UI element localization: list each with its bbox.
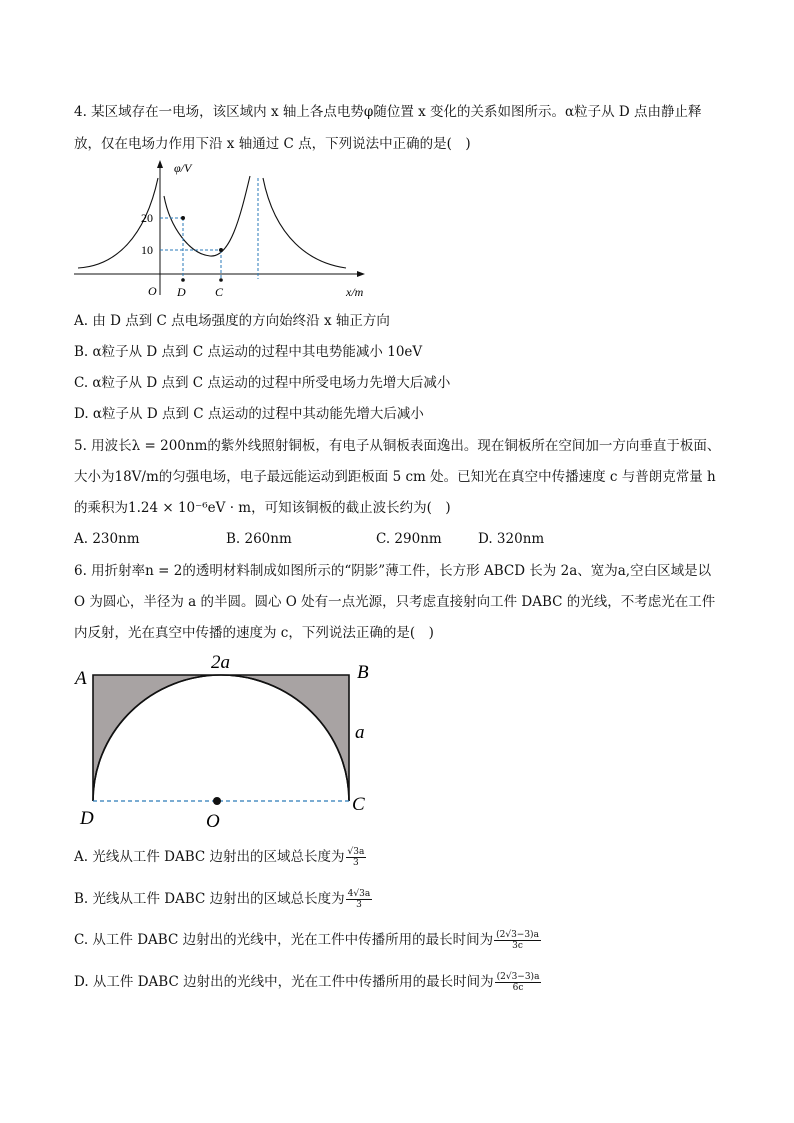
q6-shadow-workpiece-figure <box>72 650 382 832</box>
point-D-curve <box>181 216 185 220</box>
q4-potential-graph <box>70 158 380 303</box>
label-D: D <box>177 285 186 299</box>
q5-option-b: B. 260nm <box>226 531 292 547</box>
right-curve <box>263 178 346 268</box>
point-D-axis <box>181 278 185 282</box>
q6-option-a-numerator: √3a <box>347 847 365 857</box>
q4-stem-line2: 放，仅在电场力作用下沿 x 轴通过 C 点，下列说法中正确的是( ) <box>74 136 471 152</box>
label-C: C <box>352 794 365 815</box>
x-axis-label: x/m <box>346 285 364 299</box>
label-C: C <box>215 285 224 299</box>
q6-option-a <box>74 847 366 868</box>
q6-option-a-text: A. 光线从工件 DABC 边射出的区域总长度为 <box>74 849 345 865</box>
q4-stem-line1: 4. 某区域存在一电场，该区域内 x 轴上各点电势φ随位置 x 变化的关系如图所示。α粒子从 D 点由静止释 <box>74 104 702 120</box>
q6-option-c-numerator: (2√3−3)a <box>496 930 539 940</box>
q6-option-b-denominator: 3 <box>356 900 362 910</box>
q5-stem-line1: 5. 用波长λ = 200nm的紫外线照射铜板，有电子从铜板表面逸出。现在铜板所在空间加一方向垂直于板面、 <box>74 438 721 454</box>
q5-option-d: D. 320nm <box>478 531 545 547</box>
label-O: O <box>206 811 220 832</box>
q6-option-c <box>74 930 541 951</box>
q5-stem-line2: 大小为18V/m的匀强电场，电子最远能运动到距板面 5 cm 处。已知光在真空中传播速度 c 与普朗克常量 h <box>74 469 716 485</box>
q4-option-a: A. 由 D 点到 C 点电场强度的方向始终沿 x 轴正方向 <box>74 313 390 329</box>
label-2a: 2a <box>211 652 230 673</box>
point-C-axis <box>219 278 223 282</box>
q6-option-b-text: B. 光线从工件 DABC 边射出的区域总长度为 <box>74 891 345 907</box>
shaded-region <box>93 675 349 801</box>
q4-option-b: B. α粒子从 D 点到 C 点运动的过程中其电势能减小 10eV <box>74 344 423 360</box>
q6-stem-line3: 内反射，光在真空中传播的速度为 c，下列说法正确的是( ) <box>74 625 434 641</box>
x-axis-arrow <box>357 271 365 277</box>
q6-option-b-fraction <box>346 889 373 910</box>
q6-option-a-fraction <box>346 847 367 868</box>
q6-option-d-numerator: (2√3−3)a <box>496 972 540 982</box>
q6-stem-line2: O 为圆心，半径为 a 的半圆。圆心 O 处有一点光源，只考虑直接射向工件 DABC 的光线，不考虑光在工件 <box>74 594 716 610</box>
q6-option-b <box>74 889 372 910</box>
y-axis-label: φ/V <box>174 161 192 175</box>
label-a: a <box>355 722 365 743</box>
q6-option-d-denominator: 6c <box>512 983 524 993</box>
q6-option-a-denominator: 3 <box>353 858 359 868</box>
q6-stem-line1: 6. 用折射率n = 2的透明材料制成如图所示的“阴影”薄工件，长方形 ABCD 长为 2a、宽为a,空白区域是以 <box>74 563 712 579</box>
q6-option-d-text: D. 从工件 DABC 边射出的光线中，光在工件中传播所用的最长时间为 <box>74 974 494 990</box>
y-axis-arrow <box>157 160 163 168</box>
q5-option-a: A. 230nm <box>74 531 140 547</box>
origin-label: O <box>148 284 157 298</box>
q6-option-c-denominator: 3c <box>512 941 523 951</box>
q6-option-b-numerator: 4√3a <box>347 889 371 899</box>
q4-option-d: D. α粒子从 D 点到 C 点运动的过程中其动能先增大后减小 <box>74 406 424 422</box>
middle-curve <box>164 176 250 256</box>
point-C-curve <box>219 248 223 252</box>
q6-option-d-fraction <box>495 972 542 993</box>
q5-stem-line3: 的乘积为1.24 × 10⁻⁶eV · m，可知该铜板的截止波长约为( ) <box>74 500 451 516</box>
label-D: D <box>80 808 94 829</box>
label-A: A <box>75 668 87 689</box>
tick-20: 20 <box>141 211 153 225</box>
label-B: B <box>357 662 369 683</box>
q4-option-c: C. α粒子从 D 点到 C 点运动的过程中所受电场力先增大后减小 <box>74 375 451 391</box>
q5-option-c: C. 290nm <box>376 531 442 547</box>
point-O <box>213 797 221 805</box>
q6-option-c-text: C. 从工件 DABC 边射出的光线中，光在工件中传播所用的最长时间为 <box>74 932 494 948</box>
tick-10: 10 <box>141 243 153 257</box>
q6-option-c-fraction <box>494 930 541 951</box>
q6-option-d <box>74 972 541 993</box>
